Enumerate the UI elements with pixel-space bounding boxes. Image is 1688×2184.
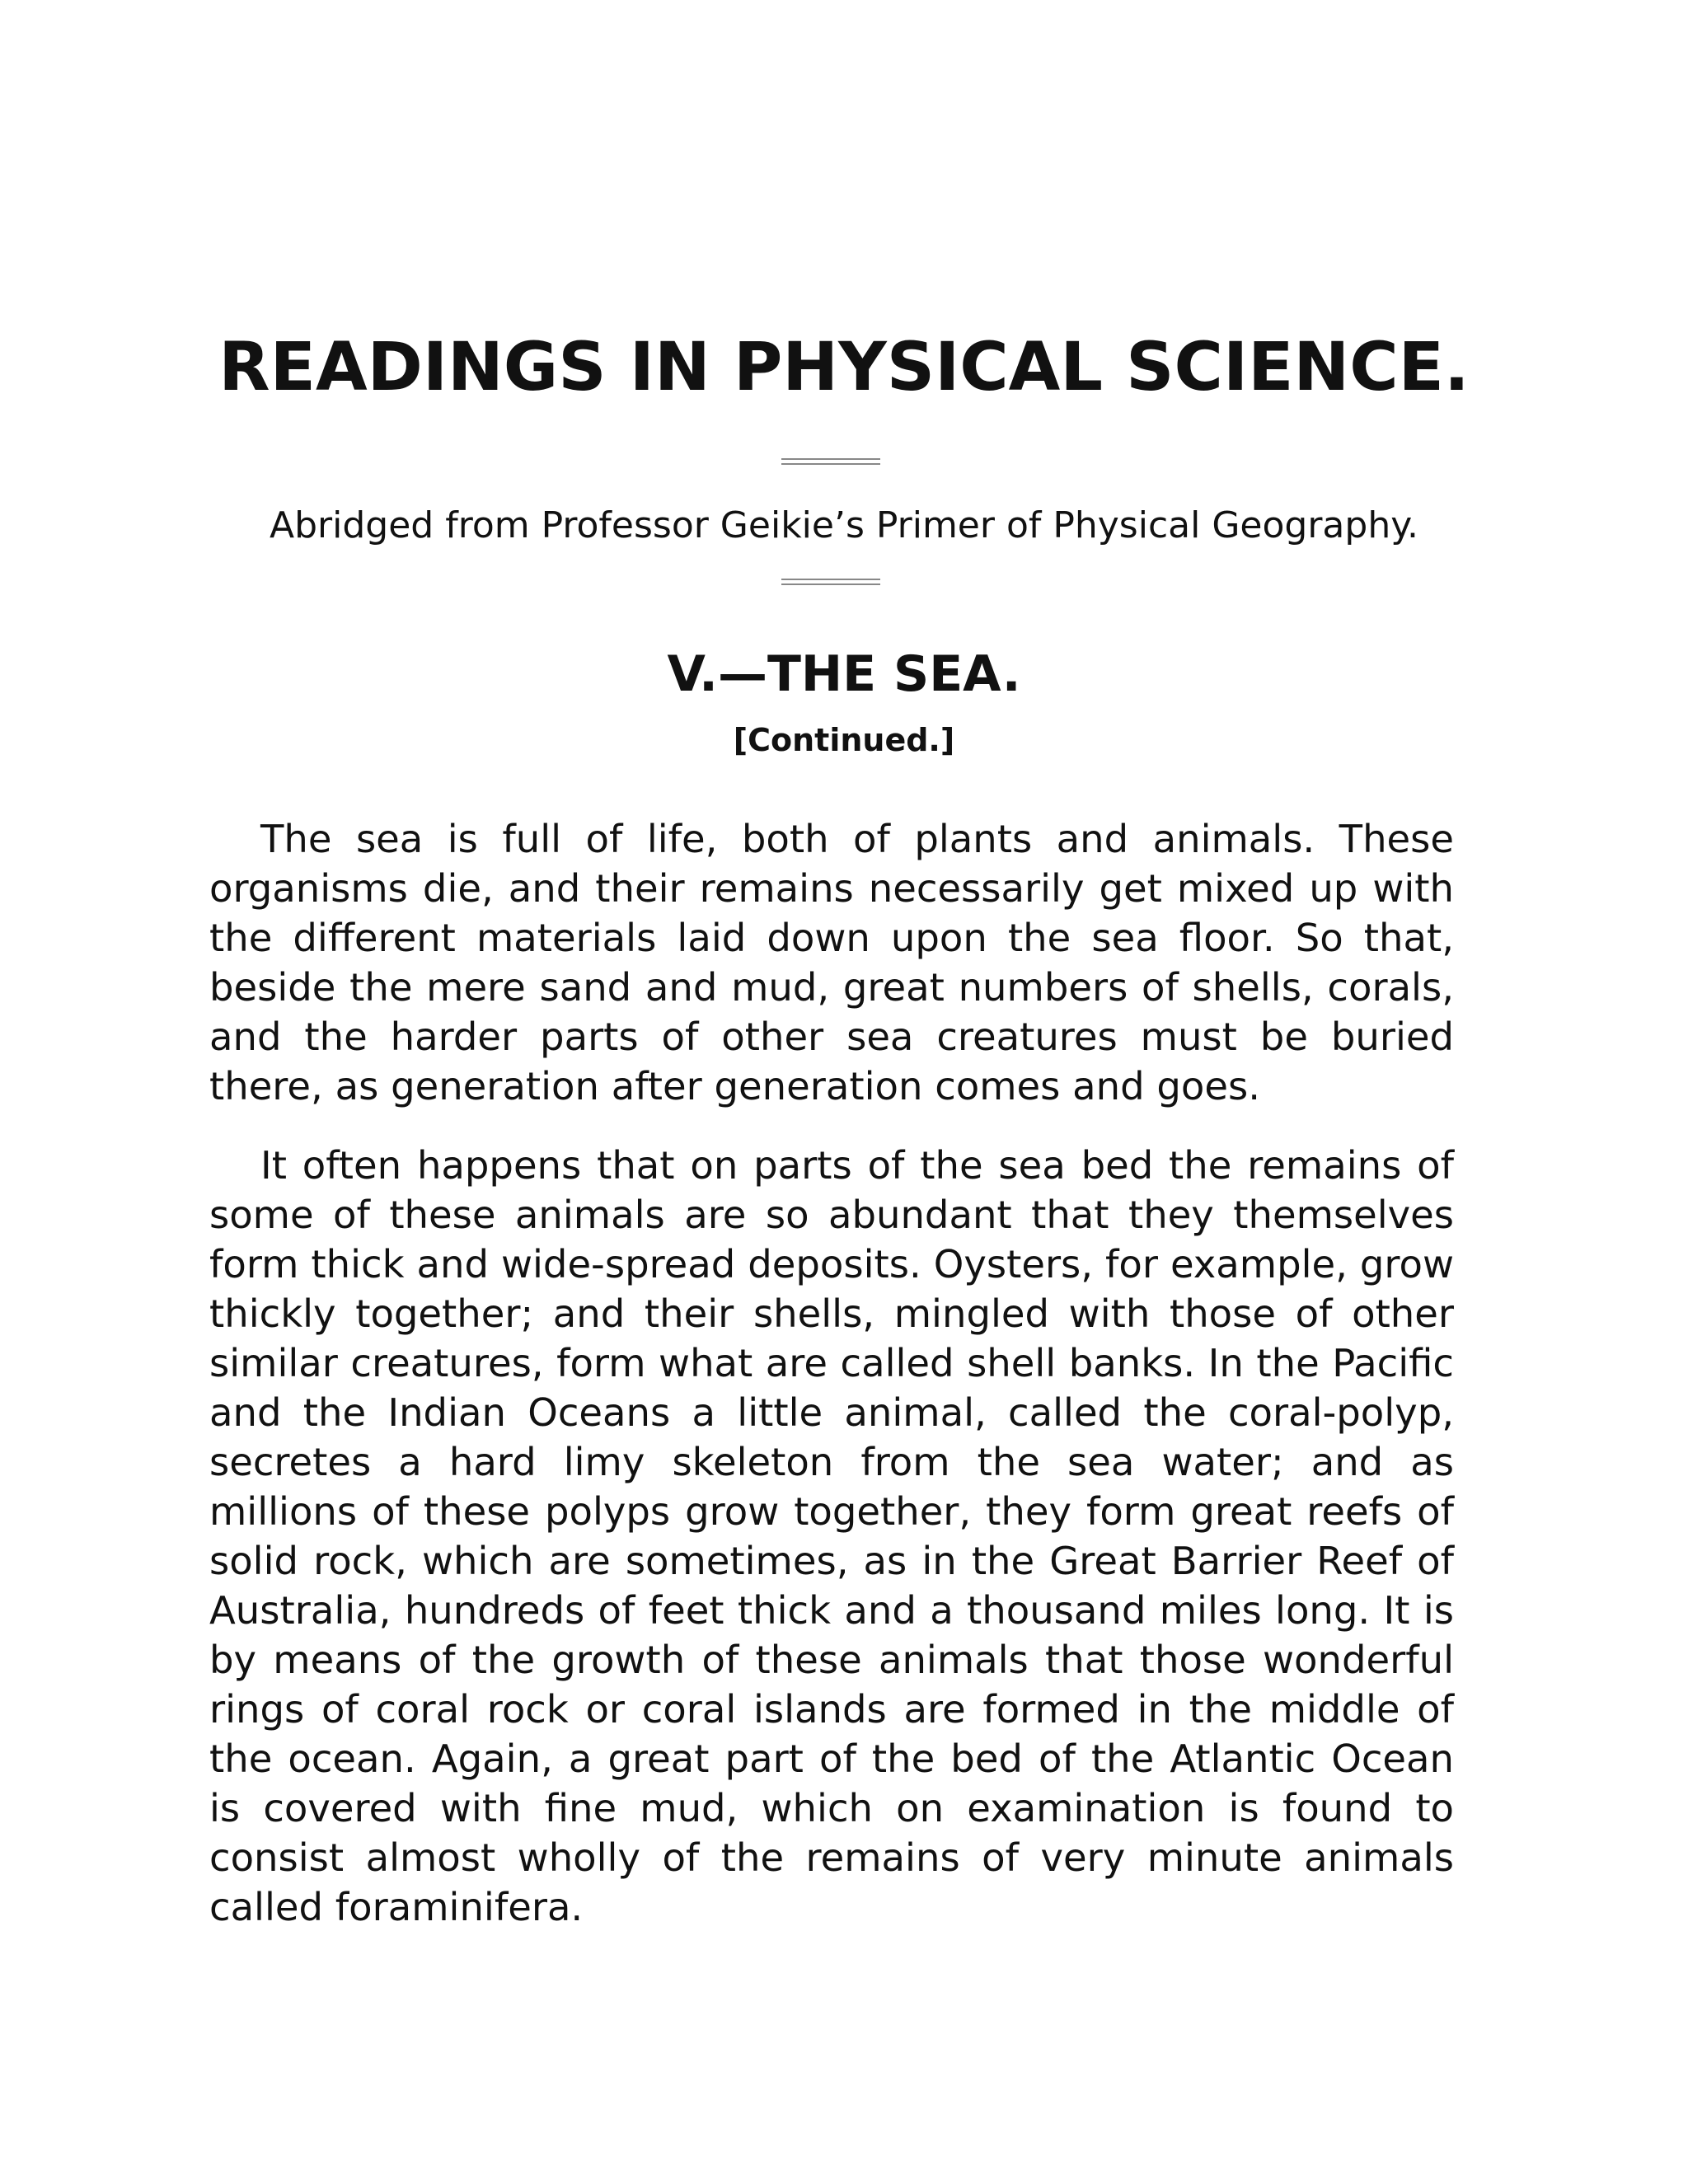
decorative-rule-bottom (781, 579, 880, 585)
decorative-rule-top (781, 458, 880, 465)
section-note: [Continued.] (733, 722, 955, 758)
section-title: V.—THE SEA. (667, 645, 1021, 703)
paragraph-2: It often happens that on parts of the sea bed the remains of some of these animals are so abundant that they themselves form thick and wide-spread deposits. Oysters, for example, grow thickly together; and their shells, mingled with those of other similar creatures, form what are called shell banks. In the Pacific and the Indian Oceans a little animal, called the coral-polyp, secretes a hard limy skeleton from the sea water; and as millions of these polyps grow together, they form great reefs of solid rock, which are sometimes, as in the Great Barrier Reef of Australia, hundreds of feet thick and a thousand miles long. It is by means of the growth of these animals that those wonderful rings of coral rock or coral islands are formed in the middle of the ocean. Again, a great part of the bed of the Atlantic Ocean is covered with fine mud, which on examination is found to consist almost wholly of the remains of very minute animals called foraminifera. (209, 1143, 1454, 1929)
paragraph-1: The sea is full of life, both of plants and animals. These organisms die, and their remains necessarily get mixed up with the different materials laid down upon the sea floor. So that, beside the mere sand and mud, great numbers of shells, corals, and the harder parts of other sea creatures must be buried there, as generation after generation comes and goes. (209, 817, 1454, 1108)
subtitle: Abridged from Professor Geikie’s Primer of Physical Geography. (270, 504, 1418, 546)
page-title: READINGS IN PHYSICAL SCIENCE. (218, 329, 1470, 406)
